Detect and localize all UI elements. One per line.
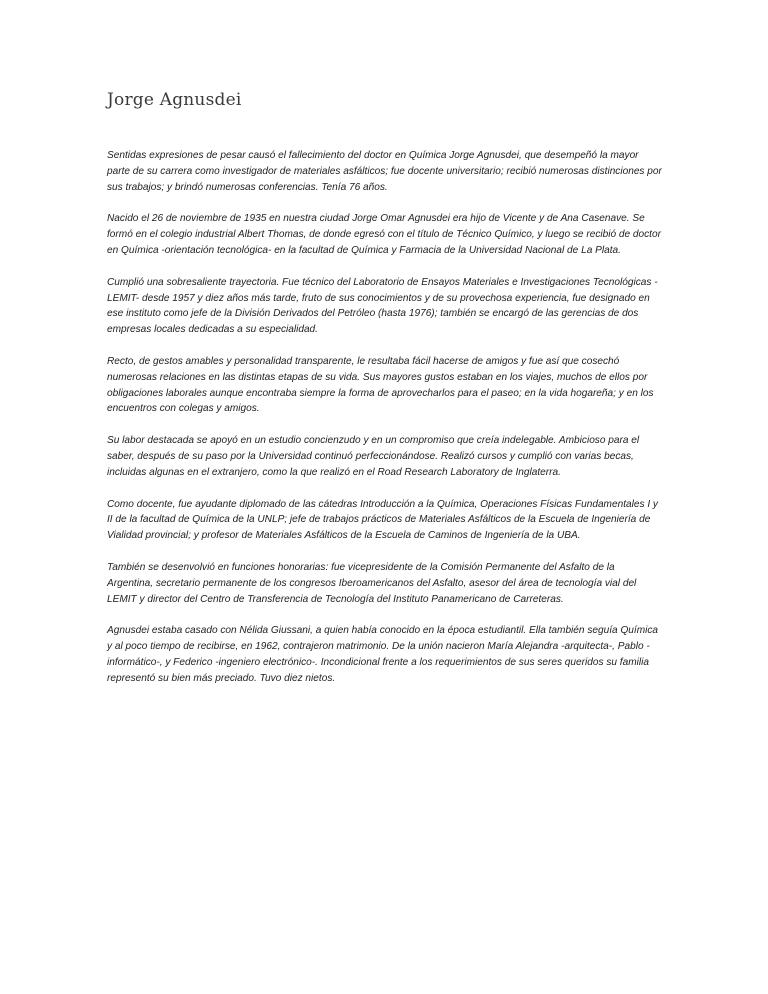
paragraph: También se desenvolvió en funciones honorarias: fue vicepresidente de la Comisión Permanente del Asfalto de la Argentina, secretario permanente de los congresos Iberoamericanos del Asfalto, asesor del área de tecnología vial del LEMIT y director del Centro de Transferencia de Tecnología del Instituto Panamericano de Carreteras.: [107, 561, 637, 605]
paragraph: Agnusdei estaba casado con Nélida Giussani, a quien había conocido en la época estudiantil. Ella también seguía Química y al poco tiempo de recibirse, en 1962, contrajeron matrimonio. De la unión nacieron María Alejandra -arquitecta-, Pablo - informático-, y Federico -ingeniero electrónico-. Incondicional frente a los requerimientos de sus seres queridos su familia representó su bien más preciado. Tuvo diez nietos.: [107, 625, 659, 684]
document-title: Jorge Agnusdei: [107, 90, 242, 110]
paragraph: Sentidas expresiones de pesar causó el fallecimiento del doctor en Química Jorge Agnusdei, que desempeñó la mayor parte de su carrera como investigador de materiales asfálticos; fue docente universitario; recibió numerosas distinciones por sus trabajos; y brindó numerosas conferencias. Tenía 76 años.: [107, 150, 662, 193]
paragraph: Como docente, fue ayudante diplomado de las cátedras Introducción a la Química, Operaciones Físicas Fundamentales I y II de la facultad de Química de la UNLP; jefe de trabajos prácticos de Materiales Asfálticos de la Escuela de Ingeniería de Vialidad provincial; y profesor de Materiales Asfálticos de la Escuela de Caminos de Ingeniería de la UBA.: [107, 498, 658, 542]
paragraph: Nacido el 26 de noviembre de 1935 en nuestra ciudad Jorge Omar Agnusdei era hijo de Vicente y de Ana Casenave. Se formó en el colegio industrial Albert Thomas, de donde egresó con el título de Técnico Químico, y luego se recibió de doctor en Química -orientación tecnológica- en la facultad de Química y Farmacia de la Universidad Nacional de La Plata.: [107, 213, 661, 256]
document-body: [107, 148, 663, 703]
paragraph: Recto, de gestos amables y personalidad transparente, le resultaba fácil hacerse de amigos y fue así que cosechó numerosas relaciones en las distintas etapas de su vida. Sus mayores gustos estaban en los viajes, muchos de ellos por obligaciones laborales aunque encontraba siempre la forma de aprovecharlos para el paseo; en la vida hogareña; y en los encuentros con colegas y amigos.: [107, 355, 654, 415]
paragraph: Su labor destacada se apoyó en un estudio concienzudo y en un compromiso que creía indelegable. Ambicioso para el saber, después de su paso por la Universidad continuó perfeccionándose. Realizó cursos y cumplió con varias becas, incluidas algunas en el extranjero, como la que realizó en el Road Research Laboratory de Inglaterra.: [107, 435, 640, 478]
paragraph: Cumplió una sobresaliente trayectoria. Fue técnico del Laboratorio de Ensayos Materiales e Investigaciones Tecnológicas - LEMIT- desde 1957 y diez años más tarde, fruto de sus conocimientos y de su provechosa experiencia, fue designado en ese instituto como jefe de la División Derivados del Petróleo (hasta 1976); también se encargó de las gerencias de dos empresas locales dedicadas a su especialidad.: [107, 276, 658, 336]
